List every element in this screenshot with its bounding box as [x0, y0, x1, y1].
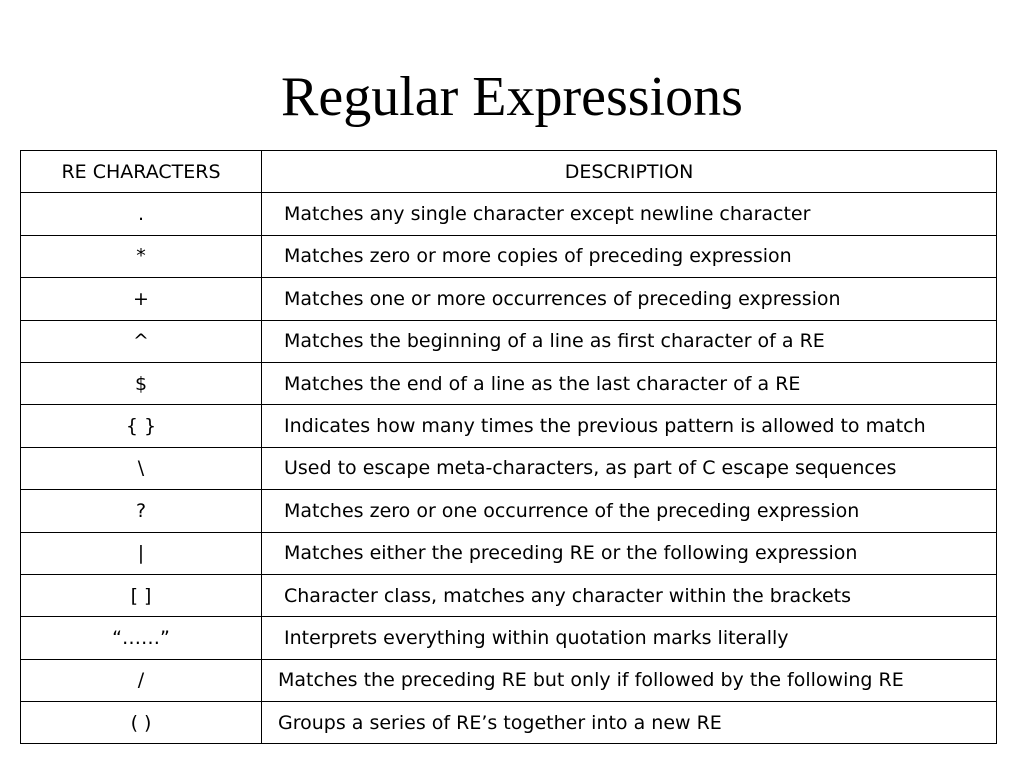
re-character-cell: .	[21, 193, 262, 235]
description-cell: Character class, matches any character within the brackets	[262, 574, 997, 616]
description-cell: Indicates how many times the previous pattern is allowed to match	[262, 405, 997, 447]
table-row	[21, 574, 997, 616]
regex-table	[20, 150, 997, 744]
description-cell: Matches zero or one occurrence of the preceding expression	[262, 490, 997, 532]
description-cell: Used to escape meta-characters, as part of C escape sequences	[262, 447, 997, 489]
description-cell: Groups a series of RE’s together into a new RE	[262, 702, 997, 744]
table-row	[21, 659, 997, 701]
table-header-row	[21, 151, 997, 193]
table-row	[21, 278, 997, 320]
re-character-cell: ^	[21, 320, 262, 362]
description-cell: Matches any single character except newline character	[262, 193, 997, 235]
header-re-characters: RE CHARACTERS	[21, 151, 262, 193]
re-character-cell: +	[21, 278, 262, 320]
table-row	[21, 617, 997, 659]
description-cell: Matches zero or more copies of preceding expression	[262, 235, 997, 277]
description-cell: Interprets everything within quotation marks literally	[262, 617, 997, 659]
slide-title: Regular Expressions	[281, 66, 743, 128]
re-character-cell: [ ]	[21, 574, 262, 616]
re-character-cell: |	[21, 532, 262, 574]
re-character-cell: *	[21, 235, 262, 277]
re-character-cell: “……”	[21, 617, 262, 659]
description-cell: Matches the end of a line as the last character of a RE	[262, 362, 997, 404]
description-cell: Matches one or more occurrences of preceding expression	[262, 278, 997, 320]
header-description: DESCRIPTION	[262, 151, 997, 193]
description-cell: Matches either the preceding RE or the following expression	[262, 532, 997, 574]
re-character-cell: { }	[21, 405, 262, 447]
re-character-cell: ?	[21, 490, 262, 532]
table-row	[21, 362, 997, 404]
table-row	[21, 235, 997, 277]
re-character-cell: /	[21, 659, 262, 701]
description-cell: Matches the beginning of a line as first character of a RE	[262, 320, 997, 362]
table-row	[21, 405, 997, 447]
table-row	[21, 702, 997, 744]
table-row	[21, 320, 997, 362]
re-character-cell: \	[21, 447, 262, 489]
table-row	[21, 447, 997, 489]
table-row	[21, 193, 997, 235]
table-row	[21, 490, 997, 532]
re-character-cell: ( )	[21, 702, 262, 744]
re-character-cell: $	[21, 362, 262, 404]
description-cell: Matches the preceding RE but only if followed by the following RE	[262, 659, 997, 701]
table-row	[21, 532, 997, 574]
